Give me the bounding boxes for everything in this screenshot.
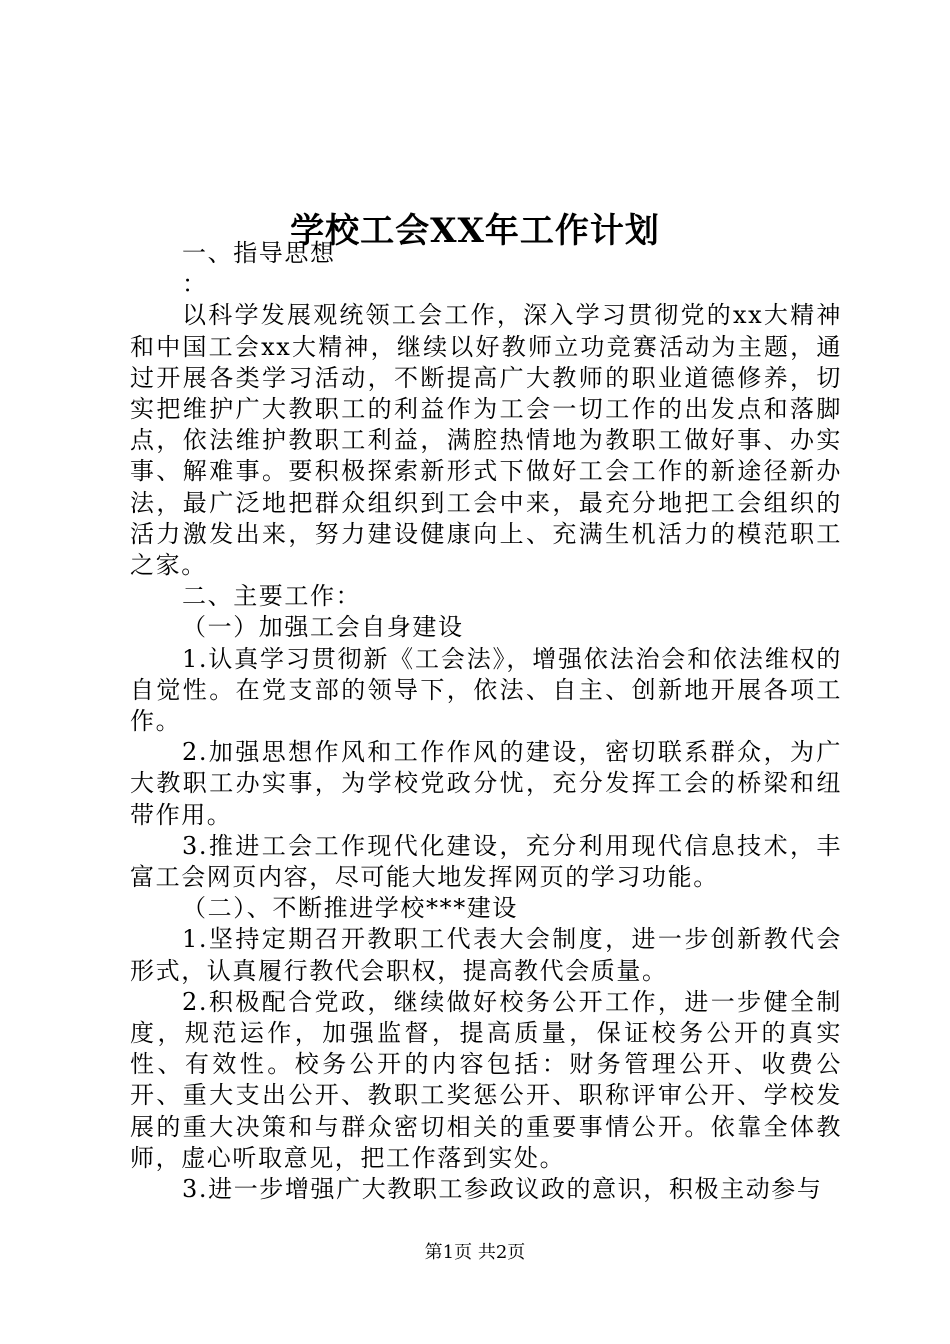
document-title: 学校工会XX年工作计划 — [290, 210, 660, 251]
page-number-footer: 第1页 共2页 — [424, 1242, 526, 1263]
subsection-heading-1: （一）加强工会自身建设 — [182, 613, 464, 642]
section-heading-main-work: 二、主要工作： — [182, 582, 362, 611]
list-item: 3.进一步增强广大教职工参政议政的意识，积极主动参与 — [182, 1175, 823, 1204]
list-item: 1.坚持定期召开教职工代表大会制度，进一步创新教代会形式，认真履行教代会职权，提高教代会质量。 — [130, 925, 842, 985]
colon-line: ： — [182, 270, 208, 299]
section-heading-guiding-ideology: 一、指导思想 — [182, 239, 336, 267]
list-item: 1.认真学习贯彻新《工会法》，增强依法治会和依法维权的自觉性。在党支部的领导下，依法、自主、创新地开展各项工作。 — [130, 644, 842, 736]
subsection-heading-2: （二）、不断推进学校***建设 — [182, 894, 518, 923]
list-item: 2.加强思想作风和工作作风的建设，密切联系群众，为广大教职工办实事，为学校党政分忧，充分发挥工会的桥梁和纽带作用。 — [130, 738, 842, 829]
paragraph-guiding-ideology: 以科学发展观统领工会工作，深入学习贯彻党的xx大精神和中国工会xx大精神，继续以好教师立功竞赛活动为主题，通过开展各类学习活动，不断提高广大教师的职业道德修养，切实把维护广大教职工的利益作为工会一切工作的出发点和落脚点，依法维护教职工利益，满腔热情地为教职工做好事、办实事、解难事。要积极探索新形式下做好工会工作的新途径新办法，最广泛地把群众组织到工会中来，最充分地把工会组织的活力激发出来，努力建设健康向上、充满生机活力的模范职工之家。 — [130, 301, 842, 580]
document-body — [130, 238, 842, 1205]
list-item: 3.推进工会工作现代化建设，充分利用现代信息技术，丰富工会网页内容，尽可能大地发挥网页的学习功能。 — [130, 831, 842, 892]
list-item: 2.积极配合党政，继续做好校务公开工作，进一步健全制度，规范运作，加强监督，提高质量，保证校务公开的真实性、有效性。校务公开的内容包括：财务管理公开、收费公开、重大支出公开、教职工奖惩公开、职称评审公开、学校发展的重大决策和与群众密切相关的重要事情公开。依靠全体教师，虚心听取意见，把工作落到实处。 — [130, 987, 842, 1172]
